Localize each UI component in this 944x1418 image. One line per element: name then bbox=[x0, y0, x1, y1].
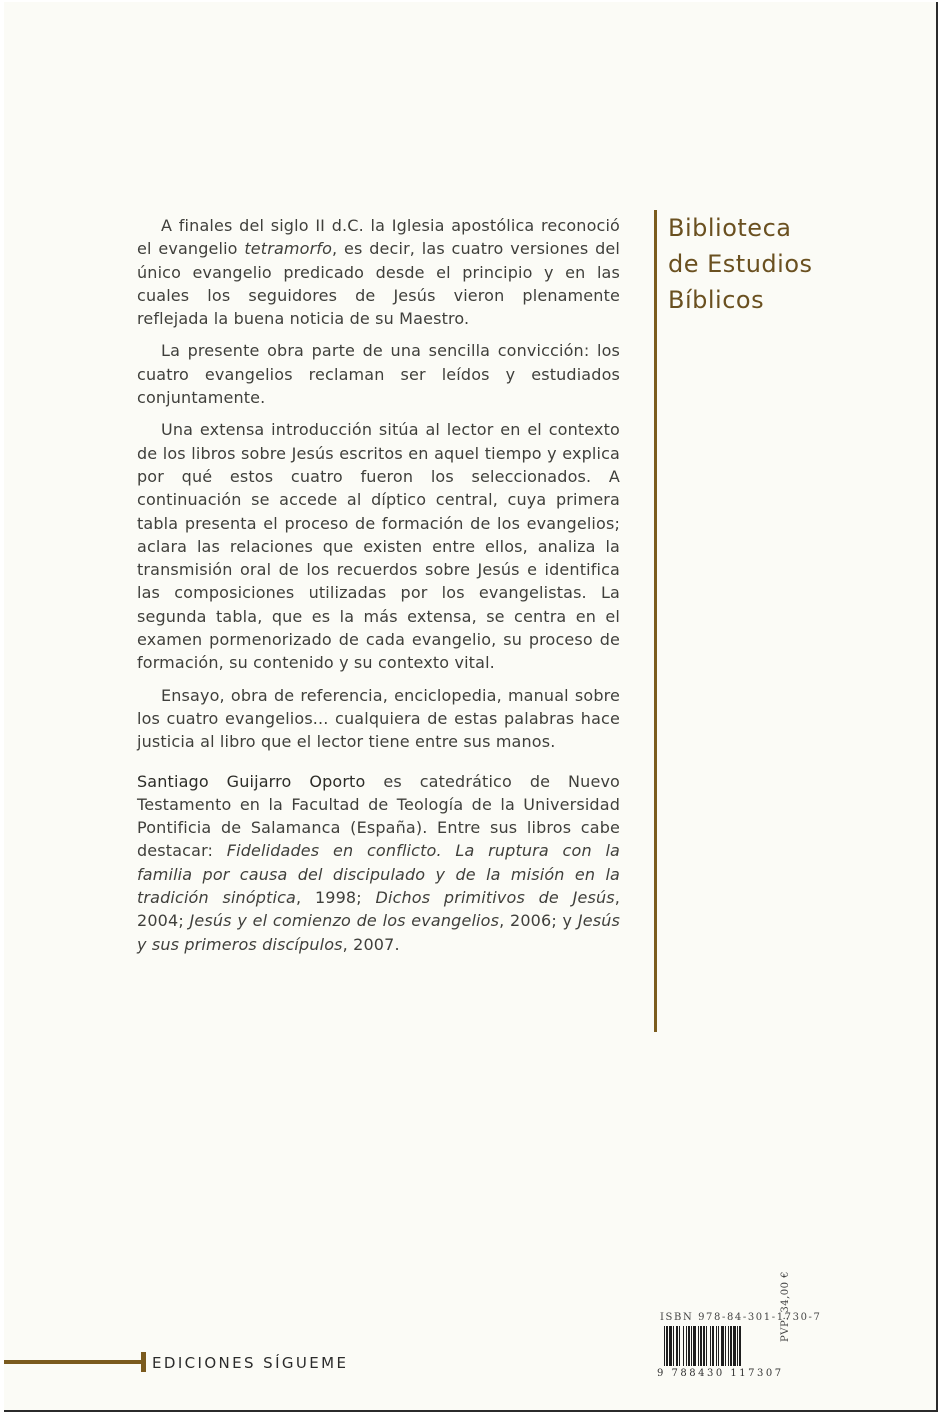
author-book-1-year: , 1998; bbox=[296, 888, 376, 908]
blurb-paragraph-3: Una extensa introducción sitúa al lector en el contexto de los libros sobre Jesús escritos en aquel tiempo y explica por qué estos cuatro fueron los seleccionados. A continuación se accede al díptico central, cuya primera tabla presenta el proceso de formación de los evangelios; aclara las relaciones que existen entre ellos, analiza la transmisión oral de los recuerdos sobre Jesús e identifica las composiciones utilizadas por los evangelistas. La segunda tabla, que es la más extensa, se centra en el examen pormenorizado de cada evangelio, su proceso de formación, su contenido y su contexto vital. bbox=[137, 420, 620, 673]
author-bio-text: es catedrático de Nuevo Testamento en la Facultad de Teología de la Universidad Pontificia de Salamanca (España). Entre sus libros cabe destacar: bbox=[137, 771, 620, 861]
author-book-1: Fidelidades en conflicto. La ruptura con la familia por causa del discipulado y de la misión en la tradición sinóptica bbox=[137, 841, 620, 908]
barcode bbox=[664, 1326, 792, 1366]
blurb-p1-italic: tetramorfo bbox=[244, 239, 333, 259]
author-book-2: Dichos primitivos de Jesús bbox=[375, 888, 615, 908]
author-book-2-year: , 2004; bbox=[137, 888, 620, 931]
author-bio bbox=[137, 770, 620, 956]
publisher-name: EDICIONES SÍGUEME bbox=[152, 1354, 349, 1372]
author-book-3-year: , 2006; y bbox=[499, 911, 578, 931]
blurb-p1-start: A finales del siglo II d.C. la Iglesia apostólica reconoció el evangelio bbox=[137, 216, 620, 259]
price-label: PVP: 34,00 € bbox=[780, 1270, 791, 1342]
blurb-text bbox=[137, 214, 620, 965]
series-title-line-1: Biblioteca bbox=[668, 214, 792, 242]
blurb-paragraph-1 bbox=[137, 214, 620, 330]
isbn-text: ISBN 978-84-301-1730-7 bbox=[660, 1312, 822, 1323]
author-book-4-year: , 2007. bbox=[342, 934, 400, 954]
author-name: Santiago Guijarro Oporto bbox=[137, 771, 366, 791]
series-title-line-2: de Estudios bbox=[668, 250, 813, 278]
author-book-3: Jesús y el comienzo de los evangelios bbox=[189, 911, 500, 931]
barcode-digits: 9 788430 117307 bbox=[657, 1368, 784, 1379]
blurb-paragraph-4: Ensayo, obra de referencia, enciclopedia, manual sobre los cuatro evangelios... cualquiera de estas palabras hace justicia al libro que el lector tiene entre sus manos. bbox=[137, 685, 620, 752]
author-book-4: Jesús y sus primeros discípulos bbox=[137, 911, 620, 954]
blurb-p1-end: , es decir, las cuatro versiones del único evangelio predicado desde el principio y en las cuales los seguidores de Jesús vieron plenamente reflejada la buena noticia de su Maestro. bbox=[137, 239, 620, 329]
series-title bbox=[668, 210, 813, 318]
blurb-paragraph-2: La presente obra parte de una sencilla convicción: los cuatro evangelios reclaman ser leídos y estudiados conjuntamente. bbox=[137, 341, 620, 408]
publisher-accent-bar bbox=[4, 1360, 146, 1364]
publisher-accent-bar-end bbox=[141, 1352, 146, 1372]
book-back-cover bbox=[4, 2, 938, 1412]
series-title-line-3: Bíblicos bbox=[668, 286, 765, 314]
series-divider-rule bbox=[654, 210, 657, 1032]
barcode-stripe bbox=[739, 1326, 741, 1366]
